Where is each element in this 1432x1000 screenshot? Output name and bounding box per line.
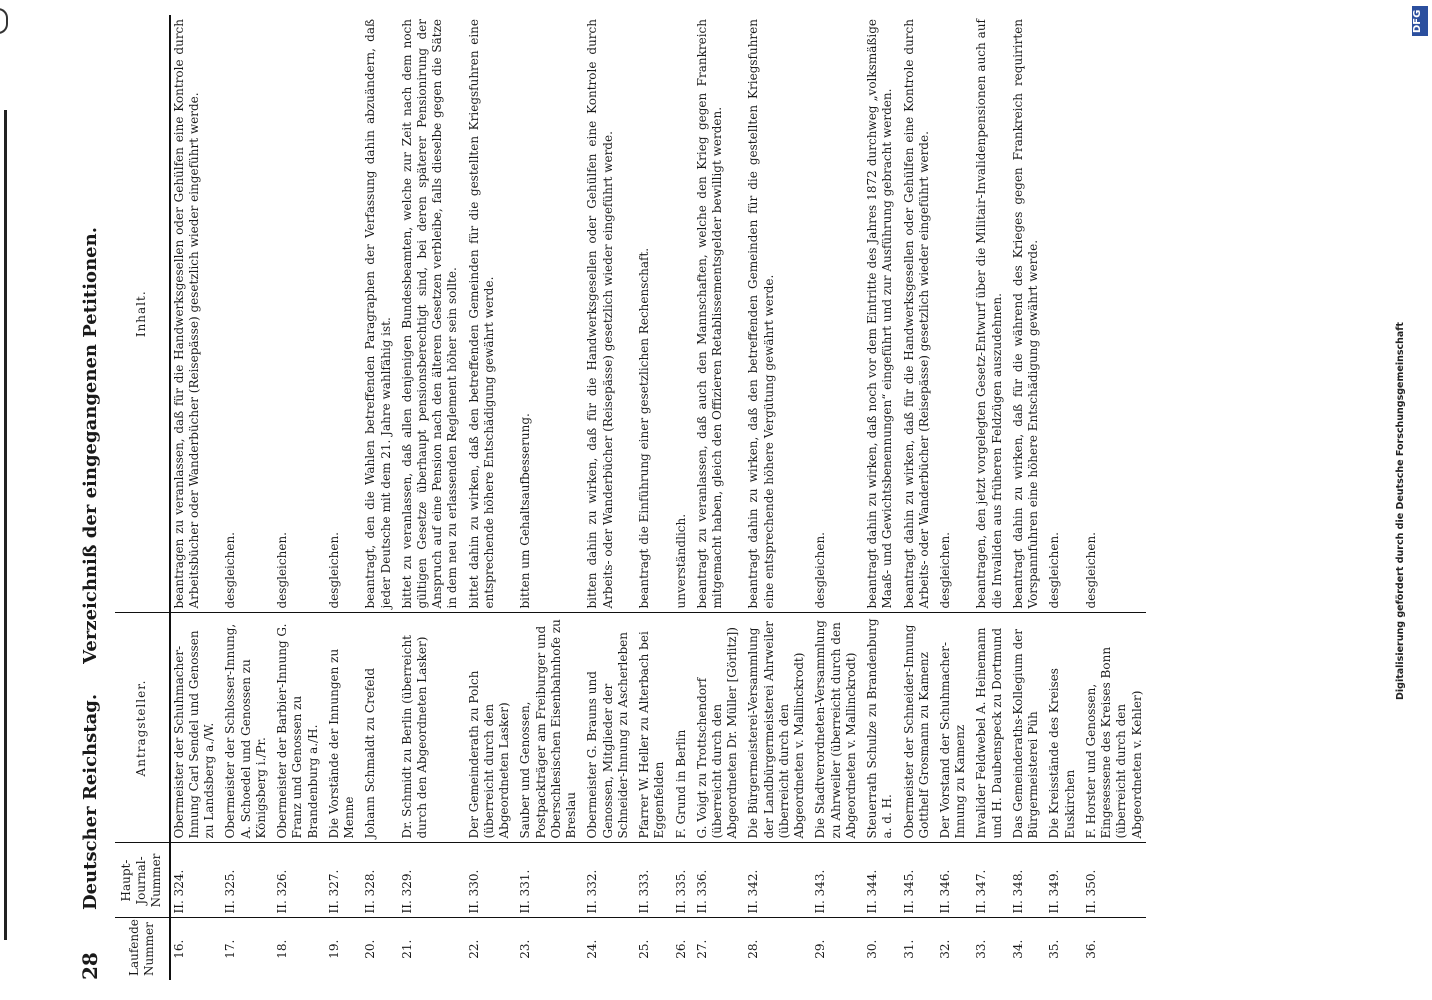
row-number: 30. xyxy=(865,939,880,959)
petition-content: desgleichen. xyxy=(322,15,358,613)
petitioner: F. Horster und Genossen, Eingesessene des Kreises Bonn (überreicht durch den Abgeordneten v. Kehler) xyxy=(1079,613,1146,843)
table-row xyxy=(170,15,219,980)
petitioner: Das Gemeinderaths-Kollegium der Bürgermeisterei Püh xyxy=(1006,613,1042,843)
scan-left-edge xyxy=(0,0,8,1000)
title-right: Verzeichniß der eingegangenen Petitionen. xyxy=(80,227,101,664)
petition-content: desgleichen. xyxy=(1042,15,1078,613)
journal-number: II. 335. xyxy=(669,843,690,918)
petitioner: Obermeister der Schuhmacher-Innung Carl Sendel und Genossen zu Landsberg a./W. xyxy=(170,613,219,843)
table-row xyxy=(897,15,933,980)
dfg-logo: DFG xyxy=(1412,6,1428,36)
petition-content: beantragt dahin zu wirken, daß für die während des Krieges gegen Frankreich requirirten Vorspannfuhren eine höhere Entschädigung gewährt werde. xyxy=(1006,15,1042,613)
journal-number: II. 330. xyxy=(462,843,514,918)
col-header-laufende-nummer: Laufende Nummer xyxy=(115,918,170,980)
table-row xyxy=(395,15,462,980)
table-row xyxy=(322,15,358,980)
table-row xyxy=(218,15,270,980)
row-number: 36. xyxy=(1083,939,1098,959)
journal-number: II. 344. xyxy=(860,843,896,918)
table-row xyxy=(860,15,896,980)
table-row xyxy=(808,15,860,980)
petitioner: Die Stadtverordneten-Versammlung zu Ahrweiler (überreicht durch den Abgeordneten v. Mallinckrodt) xyxy=(808,613,860,843)
petitioner: Die Bürgermeisterei-Versammlung der Landbürgermeisterei Ahrweiler (überreicht durch den Abgeordneten v. Mallinckrodt) xyxy=(741,613,808,843)
page-header xyxy=(70,15,115,980)
digitization-credit: Digitalisierung gefördert durch die Deutsche Forschungsgemeinschaft xyxy=(1395,322,1406,700)
table-row xyxy=(741,15,808,980)
journal-number: II. 349. xyxy=(1042,843,1078,918)
petitioner: Die Vorstände der Innungen zu Menne xyxy=(322,613,358,843)
journal-number: II. 332. xyxy=(580,843,632,918)
row-number: 25. xyxy=(637,939,652,959)
petition-content: beantragt, den die Wahlen betreffenden Paragraphen der Verfassung dahin abzuändern, daß jeder Deutsche mit dem 21. Jahre wahlfähig ist. xyxy=(358,15,394,613)
petition-content: desgleichen. xyxy=(1079,15,1146,613)
petitioner: Dr. Schmidt zu Berlin (überreicht durch den Abgeordneten Lasker) xyxy=(395,613,462,843)
petition-content: desgleichen. xyxy=(933,15,969,613)
page-number: 28 xyxy=(78,952,102,980)
petitioner: Sauber und Genossen, Postpackträger am Freiburger und Oberschlesischen Eisenbahnhofe zu Breslau xyxy=(513,613,580,843)
journal-number: II. 326. xyxy=(270,843,322,918)
document-page xyxy=(70,15,1415,980)
title-left: Deutscher Reichstag. xyxy=(80,693,101,910)
petition-content: desgleichen. xyxy=(808,15,860,613)
journal-number: II. 343. xyxy=(808,843,860,918)
petition-content: beantragt dahin zu wirken, daß für die Handwerksgesellen oder Gehülfen eine Kontrole durch Arbeits- oder Wanderbücher (Reisepässe) gesetzlich wieder eingeführt werde. xyxy=(897,15,933,613)
table-row xyxy=(969,15,1005,980)
journal-number: II. 350. xyxy=(1079,843,1146,918)
petition-content: beantragen, den jetzt vorgelegten Gesetz-Entwurf über die Militair-Invalidenpensionen auch auf die Invaliden aus früheren Feldzügen auszudehnen. xyxy=(969,15,1005,613)
petition-content: unverständlich. xyxy=(669,15,690,613)
petition-content: beantragt die Einführung einer gesetzlichen Rechenschaft. xyxy=(632,15,668,613)
page-title xyxy=(80,227,101,910)
binding-edge xyxy=(4,110,7,940)
col-header-antragsteller: Antragsteller. xyxy=(115,613,170,843)
row-number: 21. xyxy=(399,939,414,959)
petition-content: bitten um Gehaltsaufbesserung. xyxy=(513,15,580,613)
row-number: 20. xyxy=(363,939,378,959)
journal-number: II. 342. xyxy=(741,843,808,918)
petitioner: Der Gemeinderath zu Polch (überreicht durch den Abgeordneten Lasker) xyxy=(462,613,514,843)
journal-number: II. 325. xyxy=(218,843,270,918)
journal-number: II. 329. xyxy=(395,843,462,918)
journal-number: II. 324. xyxy=(170,843,219,918)
petitioner: Obermeister der Schneider-Innung Gotthelf Grosmann zu Kamenz xyxy=(897,613,933,843)
row-number: 24. xyxy=(585,939,600,959)
row-number: 32. xyxy=(938,939,953,959)
table-row xyxy=(462,15,514,980)
table-body xyxy=(170,15,1146,980)
petition-content: desgleichen. xyxy=(270,15,322,613)
petition-content: desgleichen. xyxy=(218,15,270,613)
table-row xyxy=(1042,15,1078,980)
row-number: 28. xyxy=(746,939,761,959)
petitioner: Pfarrer W. Heller zu Alterbach bei Eggenfelden xyxy=(632,613,668,843)
journal-number: II. 348. xyxy=(1006,843,1042,918)
row-number: 19. xyxy=(326,939,341,959)
journal-number: II. 333. xyxy=(632,843,668,918)
row-number: 23. xyxy=(518,939,533,959)
row-number: 31. xyxy=(901,939,916,959)
petition-content: beantragt zu veranlassen, daß auch den Mannschaften, welche den Krieg gegen Frankreich mitgemacht haben, gleich den Offizieren Retablissementsgelder bewilligt werden. xyxy=(690,15,742,613)
petitioner: Invalider Feldwebel A. Heinemann und H. Daubenspeck zu Dortmund xyxy=(969,613,1005,843)
petition-content: beantragen zu veranlassen, daß für die Handwerksgesellen oder Gehülfen eine Kontrole durch Arbeitsbücher oder Wanderbücher (Reisepässe) gesetzlich wieder eingeführt werde. xyxy=(170,15,219,613)
table-row xyxy=(1006,15,1042,980)
petitioner: Steuerrath Schulze zu Brandenburg a. d. H. xyxy=(860,613,896,843)
row-number: 34. xyxy=(1010,939,1025,959)
table-row xyxy=(632,15,668,980)
petitioner: G. Voigt zu Trottschendorf (überreicht durch den Abgeordneten Dr. Müller [Görlitz]) xyxy=(690,613,742,843)
table-row xyxy=(690,15,742,980)
petitioner: F. Grund in Berlin xyxy=(669,613,690,843)
row-number: 16. xyxy=(171,939,186,959)
col-header-journal-nummer: Haupt-Journal-Nummer xyxy=(115,843,170,918)
table-row xyxy=(513,15,580,980)
journal-number: II. 336. xyxy=(690,843,742,918)
row-number: 27. xyxy=(694,939,709,959)
petition-content: beantragt dahin zu wirken, daß den betreffenden Gemeinden für die gestellten Kriegsfuhren eine entsprechende höhere Vergütung gewährt werde. xyxy=(741,15,808,613)
table-header-row xyxy=(115,15,170,980)
row-number: 35. xyxy=(1047,939,1062,959)
journal-number: II. 327. xyxy=(322,843,358,918)
table-row xyxy=(669,15,690,980)
page-curl xyxy=(0,8,8,34)
row-number: 22. xyxy=(466,939,481,959)
journal-number: II. 331. xyxy=(513,843,580,918)
journal-number: II. 328. xyxy=(358,843,394,918)
petition-content: bittet zu veranlassen, daß allen denjenigen Bundesbeamten, welche zur Zeit nach dem noch gültigen Gesetze überhaupt pensionsberechtigt sind, bei deren späterer Pensionirung der Anspruch auf eine Pension nach den älteren Gesetzen verbleibe, falls dieselbe gegen die Sätze in dem neu zu erlassenden Reglement höher sein sollte. xyxy=(395,15,462,613)
table-row xyxy=(1079,15,1146,980)
row-number: 29. xyxy=(813,939,828,959)
petitioner: Obermeister G. Brauns und Genossen, Mitglieder der Schneider-Innung zu Ascherleben xyxy=(580,613,632,843)
journal-number: II. 347. xyxy=(969,843,1005,918)
petitioner: Obermeister der Barbier-Innung G. Franz und Genossen zu Brandenburg a./H. xyxy=(270,613,322,843)
petition-content: beantragt dahin zu wirken, daß noch vor dem Eintritte des Jahres 1872 durchweg „volksmäßige Maaß- und Gewichtsbenennungen“ eingeführt und zur Ausführung gebracht werden. xyxy=(860,15,896,613)
petition-content: bittet dahin zu wirken, daß den betreffenden Gemeinden für die gestellten Kriegsfuhren eine entsprechende höhere Entschädigung gewährt werde. xyxy=(462,15,514,613)
row-number: 26. xyxy=(673,939,688,959)
petition-content: bitten dahin zu wirken, daß für die Handwerksgesellen oder Gehülfen eine Kontrole durch Arbeits- oder Wanderbücher (Reisepässe) gesetzlich wieder eingeführt werde. xyxy=(580,15,632,613)
table-row xyxy=(358,15,394,980)
table-row xyxy=(270,15,322,980)
petitioner: Die Kreisstände des Kreises Euskirchen xyxy=(1042,613,1078,843)
petition-table xyxy=(115,15,1146,980)
table-row xyxy=(933,15,969,980)
journal-number: II. 346. xyxy=(933,843,969,918)
petitioner: Der Vorstand der Schuhmacher-Innung zu Kamenz xyxy=(933,613,969,843)
table-row xyxy=(580,15,632,980)
row-number: 17. xyxy=(223,939,238,959)
col-header-inhalt: Inhalt. xyxy=(115,15,170,613)
row-number: 33. xyxy=(974,939,989,959)
journal-number: II. 345. xyxy=(897,843,933,918)
petitioner: Johann Schmaldt zu Crefeld xyxy=(358,613,394,843)
row-number: 18. xyxy=(275,939,290,959)
petitioner: Obermeister der Schlosser-Innung, A. Schoedel und Genossen zu Königsberg i./Pr. xyxy=(218,613,270,843)
